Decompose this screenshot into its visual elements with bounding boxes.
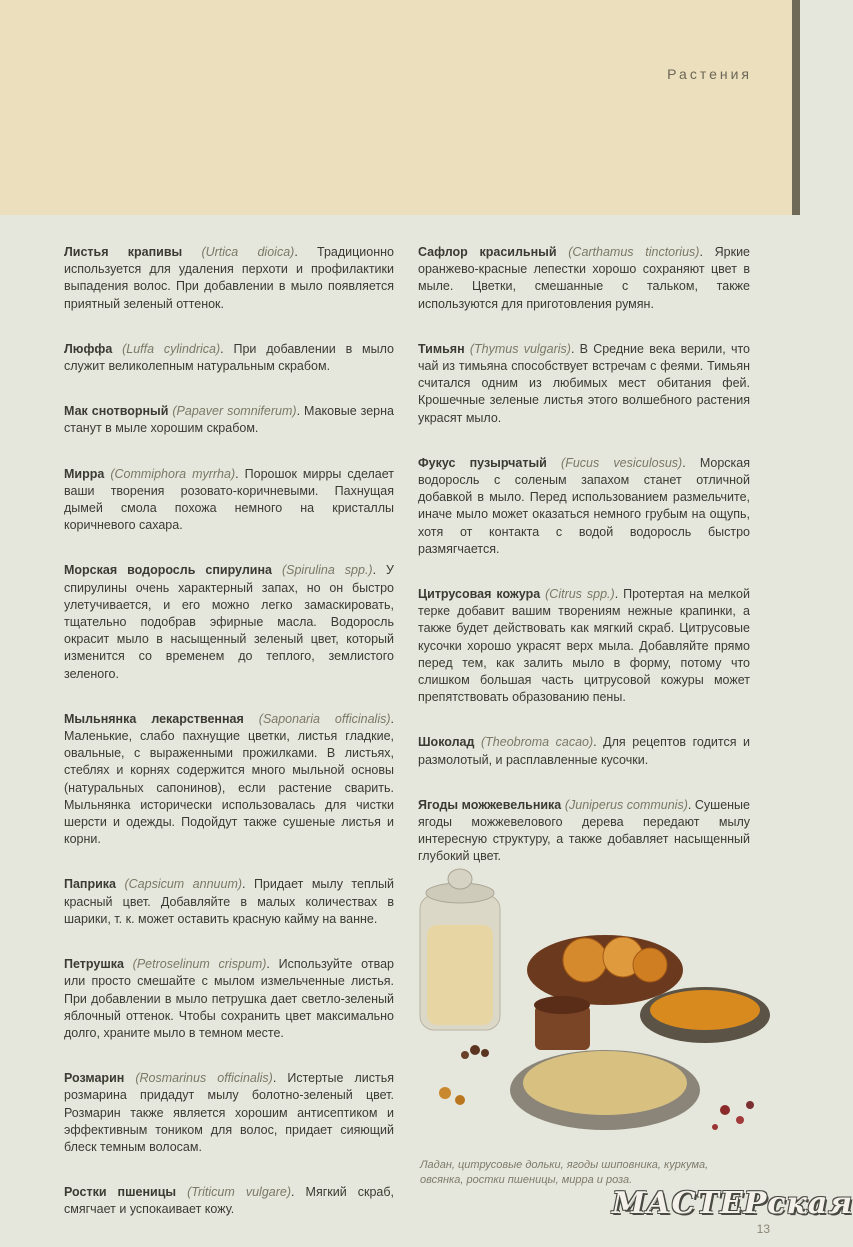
entry [64,1070,394,1156]
entry-text: . При добавлении в мыло служит великолепным натуральным скрабом. [64,341,394,374]
entry-latin: (Urtica dioica) [201,245,295,259]
citrus-bowl [527,935,683,1005]
glass-jar [420,869,500,1030]
rosehip-cup [534,996,590,1050]
entry [64,956,394,1042]
entry-term: Мак снотворный [64,404,169,419]
entry-text: . Порошок мирры сделает ваши творения розовато-коричневыми. Пахнущая дымей смола похожа немного на кристаллы коричневого сахара. [64,466,394,533]
entry-text: . Морская водоросль с соленым запахом станет отличной добавкой в мыло. Перед использованием размельчите, иначе мыло может оказаться немного грубым на ощупь, хотя от контакта с водой водоросль быстро размягчается. [418,455,750,556]
entry-term: Фукус пузырчатый [418,455,547,470]
left-column [64,244,394,1247]
entry [418,586,750,706]
entry-term: Сафлор красильный [418,245,557,259]
entry [64,1184,394,1218]
entry-latin: (Petroselinum crispum) [132,957,267,972]
entry-text: . Мягкий скраб, смягчает и успокаивает кожу. [64,1185,395,1217]
page-number: 13 [756,1222,770,1236]
entry-text: . Традиционно используется для удаления перхоти и профилактики выпадения волос. При добавлении в мыло появляется приятный зеленый оттенок. [64,245,394,311]
entry [418,244,750,313]
entry [64,341,394,375]
entry [418,734,750,768]
entry-text: . Придает мылу теплый красный цвет. Добавляйте в малых количествах в шарики, т. к. может оставить красную кайму на ванне. [64,877,394,926]
entry-latin: (Spirulina spp.) [281,563,373,578]
entry-term: Мыльнянка лекарственная [64,711,244,726]
entry [418,341,750,427]
entry-latin: (Triticum vulgare) [187,1185,292,1200]
entry-term: Люффа [64,341,113,356]
entry-latin: (Fucus vesiculosus) [561,455,683,470]
entry [64,244,394,313]
photo-caption: Ладан, цитрусовые дольки, ягоды шиповника, куркума, овсянка, ростки пшеницы, мирра и роза. [420,1159,709,1186]
entry [64,403,394,437]
entry-text: . У спирулины очень характерный запах, но он быстро улетучивается, и его можно легко замаскировать, тщательно подобрав эфирные масла. Водоросль окрасит мыло в насыщенный зеленый цвет, который изменится со временем до теплого, землистого зеленого. [64,563,394,681]
entry-latin: (Luffa cylindrica) [122,341,221,356]
entry-term: Ягоды можжевельника [418,797,562,812]
entry-term: Мирра [64,466,105,481]
spices-photo [405,865,775,1155]
header-band [0,0,800,215]
book-spine [792,0,800,215]
entry-text: . Используйте отвар или просто смешайте с мылом измельченные листья. При добавлении в мыло петрушка дает светло-зеленый яблочный оттенок. Чтобы сохранить цвет максимально долго, храните мыло в темном месте. [64,957,394,1040]
entry-term: Шоколад [418,735,475,750]
entry-latin: (Saponaria officinalis) [258,711,391,726]
entry-term: Паприка [64,877,117,892]
entry-text: . Маленькие, слабо пахнущие цветки, листья гладкие, овальные, с выраженными прожилками. В листьях, стеблях и корнях содержится много мыльной основы (натуральных сапонинов), если растение сварить. Мыльнянка исторически использовалась для чистки шерсти и одежды. Подойдут также сушеные листья и корни. [64,711,394,847]
right-column [418,244,750,894]
entry-text: . Истертые листья розмарина придадут мылу болотно-зеленый цвет. Розмарин также является хорошим антисептиком и эффективным тоником для волос, придает сияющий блеск темным волосам. [64,1071,395,1154]
entry-latin: (Capsicum annuum) [124,877,243,892]
entry-latin: (Commiphora myrrha) [110,466,236,481]
entry-text: . В Средние века верили, что чай из тимьяна способствует встречам с феями. Тимьян считался одним из любимых мест обитания фей. Крошечные зеленые листья этого волшебного растения украсят мыло. [418,341,750,425]
entry-term: Тимьян [418,341,465,356]
entry-term: Петрушка [64,957,124,972]
entry [64,562,394,682]
turmeric-bowl [640,987,770,1043]
entry-term: Морская водоросль спирулина [64,563,272,578]
entry-term: Цитрусовая кожура [418,587,541,602]
entry-latin: (Citrus spp.) [545,587,615,602]
entry-latin: (Carthamus tinctorius) [568,245,700,259]
entry-text: . Маковые зерна станут в мыле хорошим скрабом. [64,404,394,436]
entry-latin: (Thymus vulgaris) [469,341,571,356]
entry [418,455,750,558]
section-title: Растения [667,66,752,82]
entry [64,876,394,928]
entry-latin: (Rosmarinus officinalis) [135,1071,273,1086]
watermark: МАСТЕРская [612,1186,853,1221]
entry-latin: (Juniperus communis) [564,797,688,812]
entry [418,797,750,866]
entry-latin: (Papaver somniferum) [172,404,297,419]
entry-latin: (Theobroma cacao) [481,735,594,750]
entry-text: . Для рецептов годится и размолотый, и расплавленные кусочки. [418,735,750,767]
oatmeal-bowl [510,1050,700,1130]
entry-text: . Протертая на мелкой терке добавит вашим творениям нежные крапинки, а также будет действовать как мягкий скраб. Цитрусовые кусочки хорошо украсят верх мыла. Добавляйте прямо перед тем, как залить мыло в форму, потому что слишком большая часть цитрусовой кожуры может препятствовать образованию пены. [418,587,750,705]
entry-term: Ростки пшеницы [64,1185,177,1200]
entry-term: Листья крапивы [64,245,183,259]
entry-text: . Сушеные ягоды можжевелового дерева передают мылу интересную структуру, а также добавляет насыщенный глубокий цвет. [418,797,750,864]
entry-text: . Яркие оранжево-красные лепестки хорошо сохраняют цвет в мыле. Цветки, смешанные с тальком, также используются для приготовления румян. [418,245,750,311]
entry-term: Розмарин [64,1071,125,1086]
entry [64,466,394,535]
entry [64,711,394,849]
